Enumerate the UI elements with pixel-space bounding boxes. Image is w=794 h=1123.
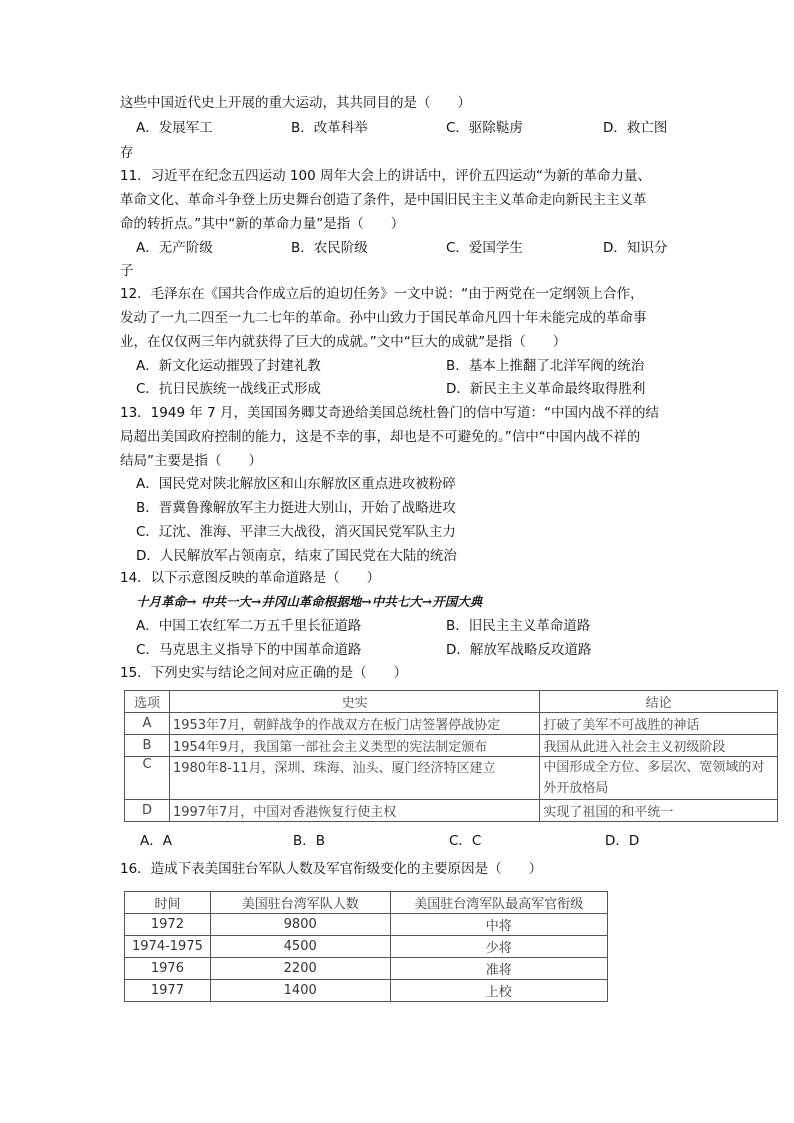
table-header-cell: 结论 <box>540 691 778 713</box>
q13-stem-line-3: 结局”主要是指（ ） <box>120 453 262 469</box>
table-cell: 中国形成全方位、多层次、宽领域的对外开放格局 <box>540 757 778 800</box>
q11-option-c: C．爱国学生 <box>446 240 523 256</box>
table-cell: 少将 <box>390 936 607 958</box>
q11-option-d: D．知识分 <box>603 240 668 256</box>
q11-stem-line-2: 革命文化、革命斗争登上历史舞台创造了条件，是中国旧民主主义革命走向新民主主义革 <box>120 192 647 208</box>
q11-stem-line-1: 11．习近平在纪念五四运动 100 周年大会上的讲话中，评价五四运动“为新的革命力量、 <box>120 168 652 184</box>
table-cell: 1953年7月，朝鲜战争的作战双方在板门店签署停战协定 <box>169 713 539 735</box>
table-cell: 1974-1975 <box>125 936 211 958</box>
table-cell: 打破了美军不可战胜的神话 <box>540 713 778 735</box>
table-cell: A <box>125 713 170 735</box>
q14-stem: 14．以下示意图反映的革命道路是（ ） <box>120 570 381 586</box>
table-cell: 2200 <box>210 958 390 980</box>
q11-option-b: B．农民阶级 <box>291 240 368 256</box>
table-cell: 准将 <box>390 958 607 980</box>
table-cell: D <box>125 800 170 822</box>
q16-table <box>124 891 608 1002</box>
table-row <box>125 936 608 958</box>
q14-diagram: 十月革命→ 中共一大→井冈山革命根据地→中共七大→开国大典 <box>136 594 483 609</box>
table-cell: 4500 <box>210 936 390 958</box>
table-row <box>125 914 608 936</box>
q10-option-c: C．驱除鞑虏 <box>446 120 523 136</box>
table-cell: 上校 <box>390 980 607 1002</box>
q12-option-c: C．抗日民族统一战线正式形成 <box>136 381 321 397</box>
table-cell: 1954年9月，我国第一部社会主义类型的宪法制定颁布 <box>169 735 539 757</box>
q12-stem-line-3: 业，在仅仅两三年内就获得了巨大的成就。”文中“巨大的成就”是指（ ） <box>120 334 567 350</box>
table-cell: 我国从此进入社会主义初级阶段 <box>540 735 778 757</box>
q11-stem-line-3: 命的转折点。”其中“新的革命力量”是指（ ） <box>120 216 405 232</box>
q10-stem: 这些中国近代史上开展的重大运动，其共同目的是（ ） <box>120 95 471 111</box>
table-row <box>125 713 778 735</box>
q10-option-d: D．救亡图 <box>603 120 668 136</box>
table-cell: C <box>125 757 170 800</box>
q10-option-a: A．发展军工 <box>136 120 213 136</box>
q15-stem: 15．下列史实与结论之间对应正确的是（ ） <box>120 665 408 681</box>
q12-stem-line-1: 12．毛泽东在《国共合作成立后的迫切任务》一文中说：“由于两党在一定纲领上合作， <box>120 286 644 302</box>
q10-option-b: B．改革科举 <box>291 120 368 136</box>
q12-option-b: B．基本上推翻了北洋军阀的统治 <box>446 358 645 374</box>
table-header-cell: 美国驻台湾军队人数 <box>210 892 390 914</box>
q12-option-a: A．新文化运动摧毁了封建礼教 <box>136 358 321 374</box>
q13-option-d: D．人民解放军占领南京，结束了国民党在大陆的统治 <box>136 548 457 564</box>
table-cell: 1977 <box>125 980 211 1002</box>
table-header-cell: 时间 <box>125 892 211 914</box>
table-row <box>125 757 778 800</box>
q15-option-a: A．A <box>140 833 172 849</box>
q14-option-a: A．中国工农红军二万五千里长征道路 <box>136 618 362 634</box>
q13-option-c: C．辽沈、淮海、平津三大战役，消灭国民党军队主力 <box>136 524 456 540</box>
q11-option-a: A．无产阶级 <box>136 240 213 256</box>
table-row <box>125 735 778 757</box>
table-header-row <box>125 892 608 914</box>
table-header-cell: 美国驻台湾军队最高军官衔级 <box>390 892 607 914</box>
table-cell: 1997年7月，中国对香港恢复行使主权 <box>169 800 539 822</box>
table-header-cell: 史实 <box>169 691 539 713</box>
table-cell: 1400 <box>210 980 390 1002</box>
table-cell: 1976 <box>125 958 211 980</box>
table-cell: B <box>125 735 170 757</box>
table-cell: 实现了祖国的和平统一 <box>540 800 778 822</box>
q13-stem-line-1: 13．1949 年 7 月，美国国务卿艾奇逊给美国总统杜鲁门的信中写道：“中国内战不祥的结 <box>120 405 659 421</box>
table-cell: 1972 <box>125 914 211 936</box>
q13-option-b: B．晋冀鲁豫解放军主力挺进大别山，开始了战略进攻 <box>136 500 456 516</box>
q15-option-d: D．D <box>605 833 640 849</box>
q16-stem: 16．造成下表美国驻台军队人数及军官衔级变化的主要原因是（ ） <box>120 861 543 877</box>
table-row <box>125 980 608 1002</box>
table-header-row <box>125 691 778 713</box>
table-header-cell: 选项 <box>125 691 170 713</box>
q15-option-c: C．C <box>449 833 482 849</box>
q13-stem-line-2: 局超出美国政府控制的能力，这是不幸的事，却也是不可避免的。”信中“中国内战不祥的 <box>120 429 641 445</box>
q11-option-d-wrap: 子 <box>120 263 134 279</box>
table-cell: 9800 <box>210 914 390 936</box>
table-cell: 1980年8-11月，深圳、珠海、汕头、厦门经济特区建立 <box>169 757 539 800</box>
q10-option-d-wrap: 存 <box>120 145 134 161</box>
table-row <box>125 800 778 822</box>
q15-table <box>124 690 778 822</box>
q12-option-d: D．新民主主义革命最终取得胜利 <box>446 381 646 397</box>
q12-stem-line-2: 发动了一九二四至一九二七年的革命。孙中山致力于国民革命凡四十年未能完成的革命事 <box>120 310 647 326</box>
q13-option-a: A．国民党对陕北解放区和山东解放区重点进攻被粉碎 <box>136 476 456 492</box>
q14-option-d: D．解放军战略反攻道路 <box>446 642 592 658</box>
table-row <box>125 958 608 980</box>
q14-option-b: B．旧民主主义革命道路 <box>446 618 591 634</box>
q14-option-c: C．马克思主义指导下的中国革命道路 <box>136 642 362 658</box>
table-cell: 中将 <box>390 914 607 936</box>
q15-option-b: B．B <box>293 833 326 849</box>
